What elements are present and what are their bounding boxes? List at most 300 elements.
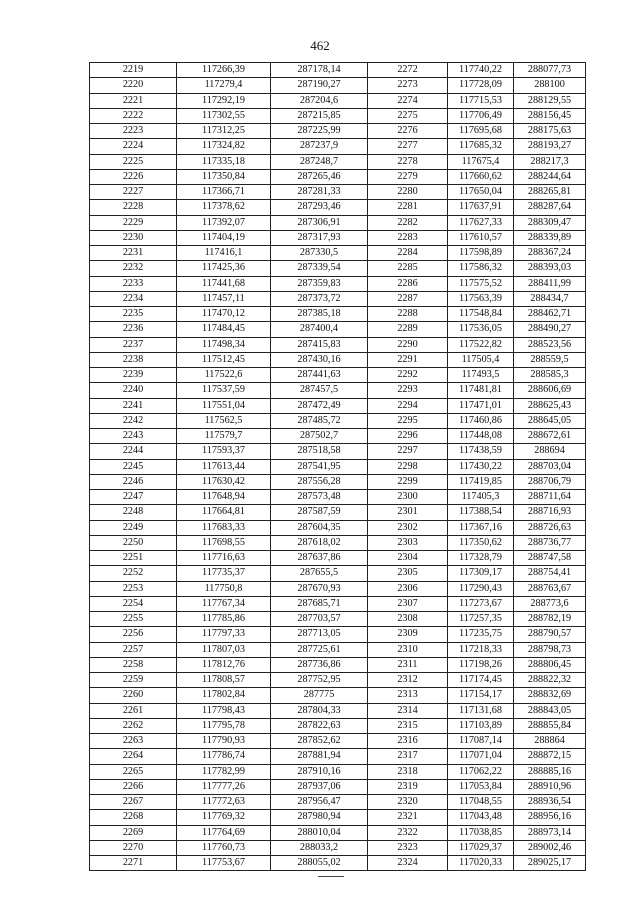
point-number-right-cell: 2299 [368,474,448,489]
y-coordinate-right-cell: 288645,05 [514,413,586,428]
y-coordinate-right-cell: 288832,69 [514,688,586,703]
table-row [90,642,586,657]
point-number-right-cell: 2315 [368,718,448,733]
y-coordinate-right-cell: 288523,56 [514,337,586,352]
y-coordinate-right-cell: 288822,32 [514,673,586,688]
point-number-left-cell: 2234 [90,291,177,306]
x-coordinate-left-cell: 117512,45 [177,352,271,367]
point-number-right-cell: 2290 [368,337,448,352]
x-coordinate-left-cell: 117802,84 [177,688,271,703]
x-coordinate-left-cell: 117292,19 [177,93,271,108]
point-number-right-cell: 2294 [368,398,448,413]
table-row [90,474,586,489]
point-number-left-cell: 2263 [90,734,177,749]
point-number-right-cell: 2316 [368,734,448,749]
x-coordinate-left-cell: 117786,74 [177,749,271,764]
y-coordinate-right-cell: 288129,55 [514,93,586,108]
x-coordinate-right-cell: 117675,4 [448,154,514,169]
x-coordinate-left-cell: 117698,55 [177,535,271,550]
x-coordinate-right-cell: 117235,75 [448,627,514,642]
point-number-right-cell: 2312 [368,673,448,688]
point-number-left-cell: 2233 [90,276,177,291]
table-row [90,169,586,184]
y-coordinate-left-cell: 287293,46 [271,200,368,215]
x-coordinate-left-cell: 117613,44 [177,459,271,474]
point-number-right-cell: 2293 [368,383,448,398]
y-coordinate-left-cell: 287265,46 [271,169,368,184]
y-coordinate-right-cell: 288585,3 [514,368,586,383]
table-row [90,413,586,428]
point-number-left-cell: 2259 [90,673,177,688]
y-coordinate-left-cell: 287956,47 [271,795,368,810]
y-coordinate-right-cell: 288956,16 [514,810,586,825]
point-number-right-cell: 2274 [368,93,448,108]
point-number-right-cell: 2309 [368,627,448,642]
table-row [90,734,586,749]
y-coordinate-left-cell: 287752,95 [271,673,368,688]
table-row [90,444,586,459]
point-number-left-cell: 2265 [90,764,177,779]
x-coordinate-left-cell: 117777,26 [177,779,271,794]
point-number-left-cell: 2245 [90,459,177,474]
x-coordinate-right-cell: 117367,16 [448,520,514,535]
x-coordinate-right-cell: 117660,62 [448,169,514,184]
point-number-left-cell: 2230 [90,230,177,245]
page-number: 462 [310,38,330,53]
y-coordinate-left-cell: 287415,83 [271,337,368,352]
x-coordinate-left-cell: 117769,32 [177,810,271,825]
y-coordinate-left-cell: 287472,49 [271,398,368,413]
x-coordinate-left-cell: 117302,55 [177,108,271,123]
y-coordinate-right-cell: 288798,73 [514,642,586,657]
point-number-right-cell: 2296 [368,429,448,444]
y-coordinate-left-cell: 287518,58 [271,444,368,459]
point-number-right-cell: 2319 [368,779,448,794]
x-coordinate-right-cell: 117020,33 [448,856,514,871]
x-coordinate-left-cell: 117562,5 [177,413,271,428]
point-number-right-cell: 2305 [368,566,448,581]
y-coordinate-left-cell: 287339,54 [271,261,368,276]
x-coordinate-left-cell: 117735,37 [177,566,271,581]
x-coordinate-left-cell: 117457,11 [177,291,271,306]
y-coordinate-right-cell: 288754,41 [514,566,586,581]
table-row [90,840,586,855]
y-coordinate-left-cell: 287822,63 [271,718,368,733]
coordinates-table-body [90,63,586,871]
x-coordinate-right-cell: 117505,4 [448,352,514,367]
y-coordinate-right-cell: 288773,6 [514,596,586,611]
x-coordinate-right-cell: 117154,17 [448,688,514,703]
point-number-left-cell: 2252 [90,566,177,581]
point-number-left-cell: 2219 [90,63,177,78]
y-coordinate-left-cell: 287980,94 [271,810,368,825]
point-number-left-cell: 2235 [90,307,177,322]
point-number-left-cell: 2243 [90,429,177,444]
point-number-left-cell: 2240 [90,383,177,398]
y-coordinate-left-cell: 287317,93 [271,230,368,245]
x-coordinate-right-cell: 117522,82 [448,337,514,352]
x-coordinate-right-cell: 117637,91 [448,200,514,215]
point-number-right-cell: 2313 [368,688,448,703]
x-coordinate-right-cell: 117493,5 [448,368,514,383]
table-row [90,795,586,810]
table-row [90,322,586,337]
point-number-right-cell: 2306 [368,581,448,596]
x-coordinate-right-cell: 117481,81 [448,383,514,398]
table-row [90,154,586,169]
y-coordinate-right-cell: 288973,14 [514,825,586,840]
point-number-left-cell: 2220 [90,78,177,93]
y-coordinate-left-cell: 287655,5 [271,566,368,581]
table-row [90,612,586,627]
x-coordinate-left-cell: 117808,57 [177,673,271,688]
x-coordinate-left-cell: 117551,04 [177,398,271,413]
point-number-left-cell: 2271 [90,856,177,871]
point-number-left-cell: 2229 [90,215,177,230]
table-row [90,535,586,550]
point-number-left-cell: 2264 [90,749,177,764]
x-coordinate-right-cell: 117388,54 [448,505,514,520]
point-number-left-cell: 2239 [90,368,177,383]
y-coordinate-left-cell: 287178,14 [271,63,368,78]
table-row [90,749,586,764]
table-row [90,429,586,444]
x-coordinate-right-cell: 117038,85 [448,825,514,840]
table-row [90,230,586,245]
point-number-right-cell: 2314 [368,703,448,718]
x-coordinate-left-cell: 117716,63 [177,551,271,566]
point-number-right-cell: 2282 [368,215,448,230]
point-number-left-cell: 2257 [90,642,177,657]
table-row [90,581,586,596]
point-number-right-cell: 2289 [368,322,448,337]
table-row [90,688,586,703]
x-coordinate-left-cell: 117335,18 [177,154,271,169]
point-number-right-cell: 2303 [368,535,448,550]
point-number-right-cell: 2288 [368,307,448,322]
point-number-right-cell: 2285 [368,261,448,276]
x-coordinate-right-cell: 117598,89 [448,246,514,261]
y-coordinate-left-cell: 287485,72 [271,413,368,428]
table-row [90,490,586,505]
x-coordinate-right-cell: 117257,35 [448,612,514,627]
table-row [90,703,586,718]
x-coordinate-left-cell: 117807,03 [177,642,271,657]
table-row [90,185,586,200]
x-coordinate-right-cell: 117536,05 [448,322,514,337]
point-number-left-cell: 2221 [90,93,177,108]
x-coordinate-right-cell: 117273,67 [448,596,514,611]
x-coordinate-left-cell: 117760,73 [177,840,271,855]
x-coordinate-right-cell: 117048,55 [448,795,514,810]
x-coordinate-left-cell: 117790,93 [177,734,271,749]
x-coordinate-left-cell: 117579,7 [177,429,271,444]
table-row [90,200,586,215]
x-coordinate-right-cell: 117650,04 [448,185,514,200]
x-coordinate-right-cell: 117586,32 [448,261,514,276]
y-coordinate-left-cell: 287385,18 [271,307,368,322]
y-coordinate-left-cell: 287457,5 [271,383,368,398]
table-row [90,825,586,840]
y-coordinate-right-cell: 288434,7 [514,291,586,306]
table-row [90,93,586,108]
point-number-right-cell: 2295 [368,413,448,428]
table-row [90,63,586,78]
y-coordinate-right-cell: 288339,89 [514,230,586,245]
y-coordinate-left-cell: 287204,6 [271,93,368,108]
point-number-left-cell: 2266 [90,779,177,794]
x-coordinate-left-cell: 117664,81 [177,505,271,520]
point-number-right-cell: 2308 [368,612,448,627]
table-row [90,291,586,306]
y-coordinate-left-cell: 287685,71 [271,596,368,611]
x-coordinate-left-cell: 117785,86 [177,612,271,627]
x-coordinate-left-cell: 117593,37 [177,444,271,459]
point-number-right-cell: 2292 [368,368,448,383]
x-coordinate-right-cell: 117198,26 [448,657,514,672]
point-number-right-cell: 2317 [368,749,448,764]
y-coordinate-left-cell: 288033,2 [271,840,368,855]
coordinates-table [89,62,586,871]
point-number-right-cell: 2297 [368,444,448,459]
y-coordinate-left-cell: 287556,28 [271,474,368,489]
x-coordinate-right-cell: 117350,62 [448,535,514,550]
point-number-right-cell: 2275 [368,108,448,123]
x-coordinate-left-cell: 117266,39 [177,63,271,78]
y-coordinate-right-cell: 288726,63 [514,520,586,535]
x-coordinate-left-cell: 117683,33 [177,520,271,535]
y-coordinate-left-cell: 287713,05 [271,627,368,642]
x-coordinate-right-cell: 117218,33 [448,642,514,657]
point-number-left-cell: 2237 [90,337,177,352]
point-number-right-cell: 2318 [368,764,448,779]
point-number-right-cell: 2304 [368,551,448,566]
y-coordinate-left-cell: 287215,85 [271,108,368,123]
y-coordinate-left-cell: 287775 [271,688,368,703]
table-row [90,261,586,276]
y-coordinate-right-cell: 288287,64 [514,200,586,215]
point-number-left-cell: 2269 [90,825,177,840]
x-coordinate-right-cell: 117290,43 [448,581,514,596]
y-coordinate-right-cell: 288703,04 [514,459,586,474]
y-coordinate-right-cell: 288625,43 [514,398,586,413]
point-number-right-cell: 2280 [368,185,448,200]
y-coordinate-right-cell: 288100 [514,78,586,93]
x-coordinate-right-cell: 117328,79 [448,551,514,566]
y-coordinate-right-cell: 288806,45 [514,657,586,672]
x-coordinate-left-cell: 117767,34 [177,596,271,611]
point-number-left-cell: 2256 [90,627,177,642]
table-row [90,139,586,154]
point-number-right-cell: 2311 [368,657,448,672]
point-number-right-cell: 2301 [368,505,448,520]
point-number-right-cell: 2310 [368,642,448,657]
y-coordinate-right-cell: 288393,03 [514,261,586,276]
table-row [90,276,586,291]
y-coordinate-left-cell: 287637,86 [271,551,368,566]
x-coordinate-right-cell: 117087,14 [448,734,514,749]
table-row [90,337,586,352]
y-coordinate-left-cell: 287937,06 [271,779,368,794]
y-coordinate-left-cell: 287248,7 [271,154,368,169]
point-number-left-cell: 2228 [90,200,177,215]
y-coordinate-left-cell: 287237,9 [271,139,368,154]
x-coordinate-left-cell: 117812,76 [177,657,271,672]
x-coordinate-right-cell: 117695,68 [448,124,514,139]
x-coordinate-left-cell: 117416,1 [177,246,271,261]
table-row [90,215,586,230]
y-coordinate-right-cell: 288193,27 [514,139,586,154]
point-number-left-cell: 2261 [90,703,177,718]
point-number-left-cell: 2247 [90,490,177,505]
table-row [90,505,586,520]
x-coordinate-left-cell: 117324,82 [177,139,271,154]
point-number-left-cell: 2226 [90,169,177,184]
y-coordinate-right-cell: 288462,71 [514,307,586,322]
y-coordinate-right-cell: 288855,84 [514,718,586,733]
point-number-right-cell: 2287 [368,291,448,306]
table-row [90,124,586,139]
x-coordinate-left-cell: 117350,84 [177,169,271,184]
y-coordinate-right-cell: 288790,57 [514,627,586,642]
x-coordinate-right-cell: 117419,85 [448,474,514,489]
y-coordinate-right-cell: 288244,64 [514,169,586,184]
table-row [90,520,586,535]
y-coordinate-left-cell: 287703,57 [271,612,368,627]
point-number-right-cell: 2277 [368,139,448,154]
y-coordinate-left-cell: 287373,72 [271,291,368,306]
point-number-left-cell: 2225 [90,154,177,169]
x-coordinate-right-cell: 117438,59 [448,444,514,459]
x-coordinate-left-cell: 117795,78 [177,718,271,733]
point-number-left-cell: 2236 [90,322,177,337]
point-number-left-cell: 2268 [90,810,177,825]
x-coordinate-left-cell: 117630,42 [177,474,271,489]
point-number-left-cell: 2238 [90,352,177,367]
y-coordinate-right-cell: 288711,64 [514,490,586,505]
point-number-left-cell: 2224 [90,139,177,154]
y-coordinate-right-cell: 288367,24 [514,246,586,261]
x-coordinate-right-cell: 117471,01 [448,398,514,413]
point-number-left-cell: 2223 [90,124,177,139]
y-coordinate-right-cell: 289002,46 [514,840,586,855]
x-coordinate-right-cell: 117563,39 [448,291,514,306]
point-number-right-cell: 2322 [368,825,448,840]
x-coordinate-left-cell: 117404,19 [177,230,271,245]
point-number-right-cell: 2283 [368,230,448,245]
y-coordinate-left-cell: 287852,62 [271,734,368,749]
y-coordinate-left-cell: 287330,5 [271,246,368,261]
point-number-right-cell: 2298 [368,459,448,474]
point-number-right-cell: 2323 [368,840,448,855]
point-number-right-cell: 2307 [368,596,448,611]
point-number-right-cell: 2291 [368,352,448,367]
table-row [90,718,586,733]
y-coordinate-left-cell: 287618,02 [271,535,368,550]
x-coordinate-left-cell: 117753,67 [177,856,271,871]
x-coordinate-right-cell: 117131,68 [448,703,514,718]
point-number-left-cell: 2250 [90,535,177,550]
point-number-left-cell: 2253 [90,581,177,596]
point-number-left-cell: 2222 [90,108,177,123]
point-number-left-cell: 2242 [90,413,177,428]
x-coordinate-right-cell: 117728,09 [448,78,514,93]
x-coordinate-left-cell: 117798,43 [177,703,271,718]
point-number-right-cell: 2272 [368,63,448,78]
x-coordinate-right-cell: 117460,86 [448,413,514,428]
point-number-left-cell: 2260 [90,688,177,703]
point-number-left-cell: 2251 [90,551,177,566]
point-number-right-cell: 2273 [368,78,448,93]
x-coordinate-right-cell: 117029,37 [448,840,514,855]
point-number-left-cell: 2254 [90,596,177,611]
point-number-left-cell: 2232 [90,261,177,276]
y-coordinate-right-cell: 288672,61 [514,429,586,444]
x-coordinate-left-cell: 117484,45 [177,322,271,337]
table-row [90,810,586,825]
table-row [90,246,586,261]
y-coordinate-right-cell: 288885,16 [514,764,586,779]
x-coordinate-left-cell: 117378,62 [177,200,271,215]
point-number-left-cell: 2258 [90,657,177,672]
y-coordinate-right-cell: 289025,17 [514,856,586,871]
y-coordinate-left-cell: 287441,63 [271,368,368,383]
table-row [90,383,586,398]
x-coordinate-left-cell: 117772,63 [177,795,271,810]
y-coordinate-right-cell: 288606,69 [514,383,586,398]
x-coordinate-left-cell: 117441,68 [177,276,271,291]
point-number-right-cell: 2320 [368,795,448,810]
x-coordinate-right-cell: 117706,49 [448,108,514,123]
point-number-left-cell: 2262 [90,718,177,733]
y-coordinate-left-cell: 287190,27 [271,78,368,93]
point-number-left-cell: 2246 [90,474,177,489]
x-coordinate-right-cell: 117043,48 [448,810,514,825]
x-coordinate-right-cell: 117740,22 [448,63,514,78]
point-number-right-cell: 2279 [368,169,448,184]
x-coordinate-right-cell: 117309,17 [448,566,514,581]
y-coordinate-left-cell: 288010,04 [271,825,368,840]
y-coordinate-right-cell: 288694 [514,444,586,459]
y-coordinate-right-cell: 288716,93 [514,505,586,520]
x-coordinate-right-cell: 117062,22 [448,764,514,779]
y-coordinate-left-cell: 287225,99 [271,124,368,139]
x-coordinate-right-cell: 117715,53 [448,93,514,108]
x-coordinate-right-cell: 117103,89 [448,718,514,733]
point-number-right-cell: 2321 [368,810,448,825]
y-coordinate-right-cell: 288763,67 [514,581,586,596]
x-coordinate-right-cell: 117174,45 [448,673,514,688]
y-coordinate-right-cell: 288217,3 [514,154,586,169]
x-coordinate-right-cell: 117610,57 [448,230,514,245]
y-coordinate-left-cell: 287281,33 [271,185,368,200]
point-number-left-cell: 2249 [90,520,177,535]
x-coordinate-left-cell: 117764,69 [177,825,271,840]
y-coordinate-left-cell: 287604,35 [271,520,368,535]
table-row [90,566,586,581]
point-number-left-cell: 2248 [90,505,177,520]
point-number-left-cell: 2267 [90,795,177,810]
y-coordinate-right-cell: 288736,77 [514,535,586,550]
x-coordinate-left-cell: 117279,4 [177,78,271,93]
y-coordinate-right-cell: 288077,73 [514,63,586,78]
x-coordinate-left-cell: 117797,33 [177,627,271,642]
y-coordinate-left-cell: 287736,86 [271,657,368,672]
y-coordinate-right-cell: 288936,54 [514,795,586,810]
x-coordinate-left-cell: 117750,8 [177,581,271,596]
table-row [90,108,586,123]
table-row [90,398,586,413]
